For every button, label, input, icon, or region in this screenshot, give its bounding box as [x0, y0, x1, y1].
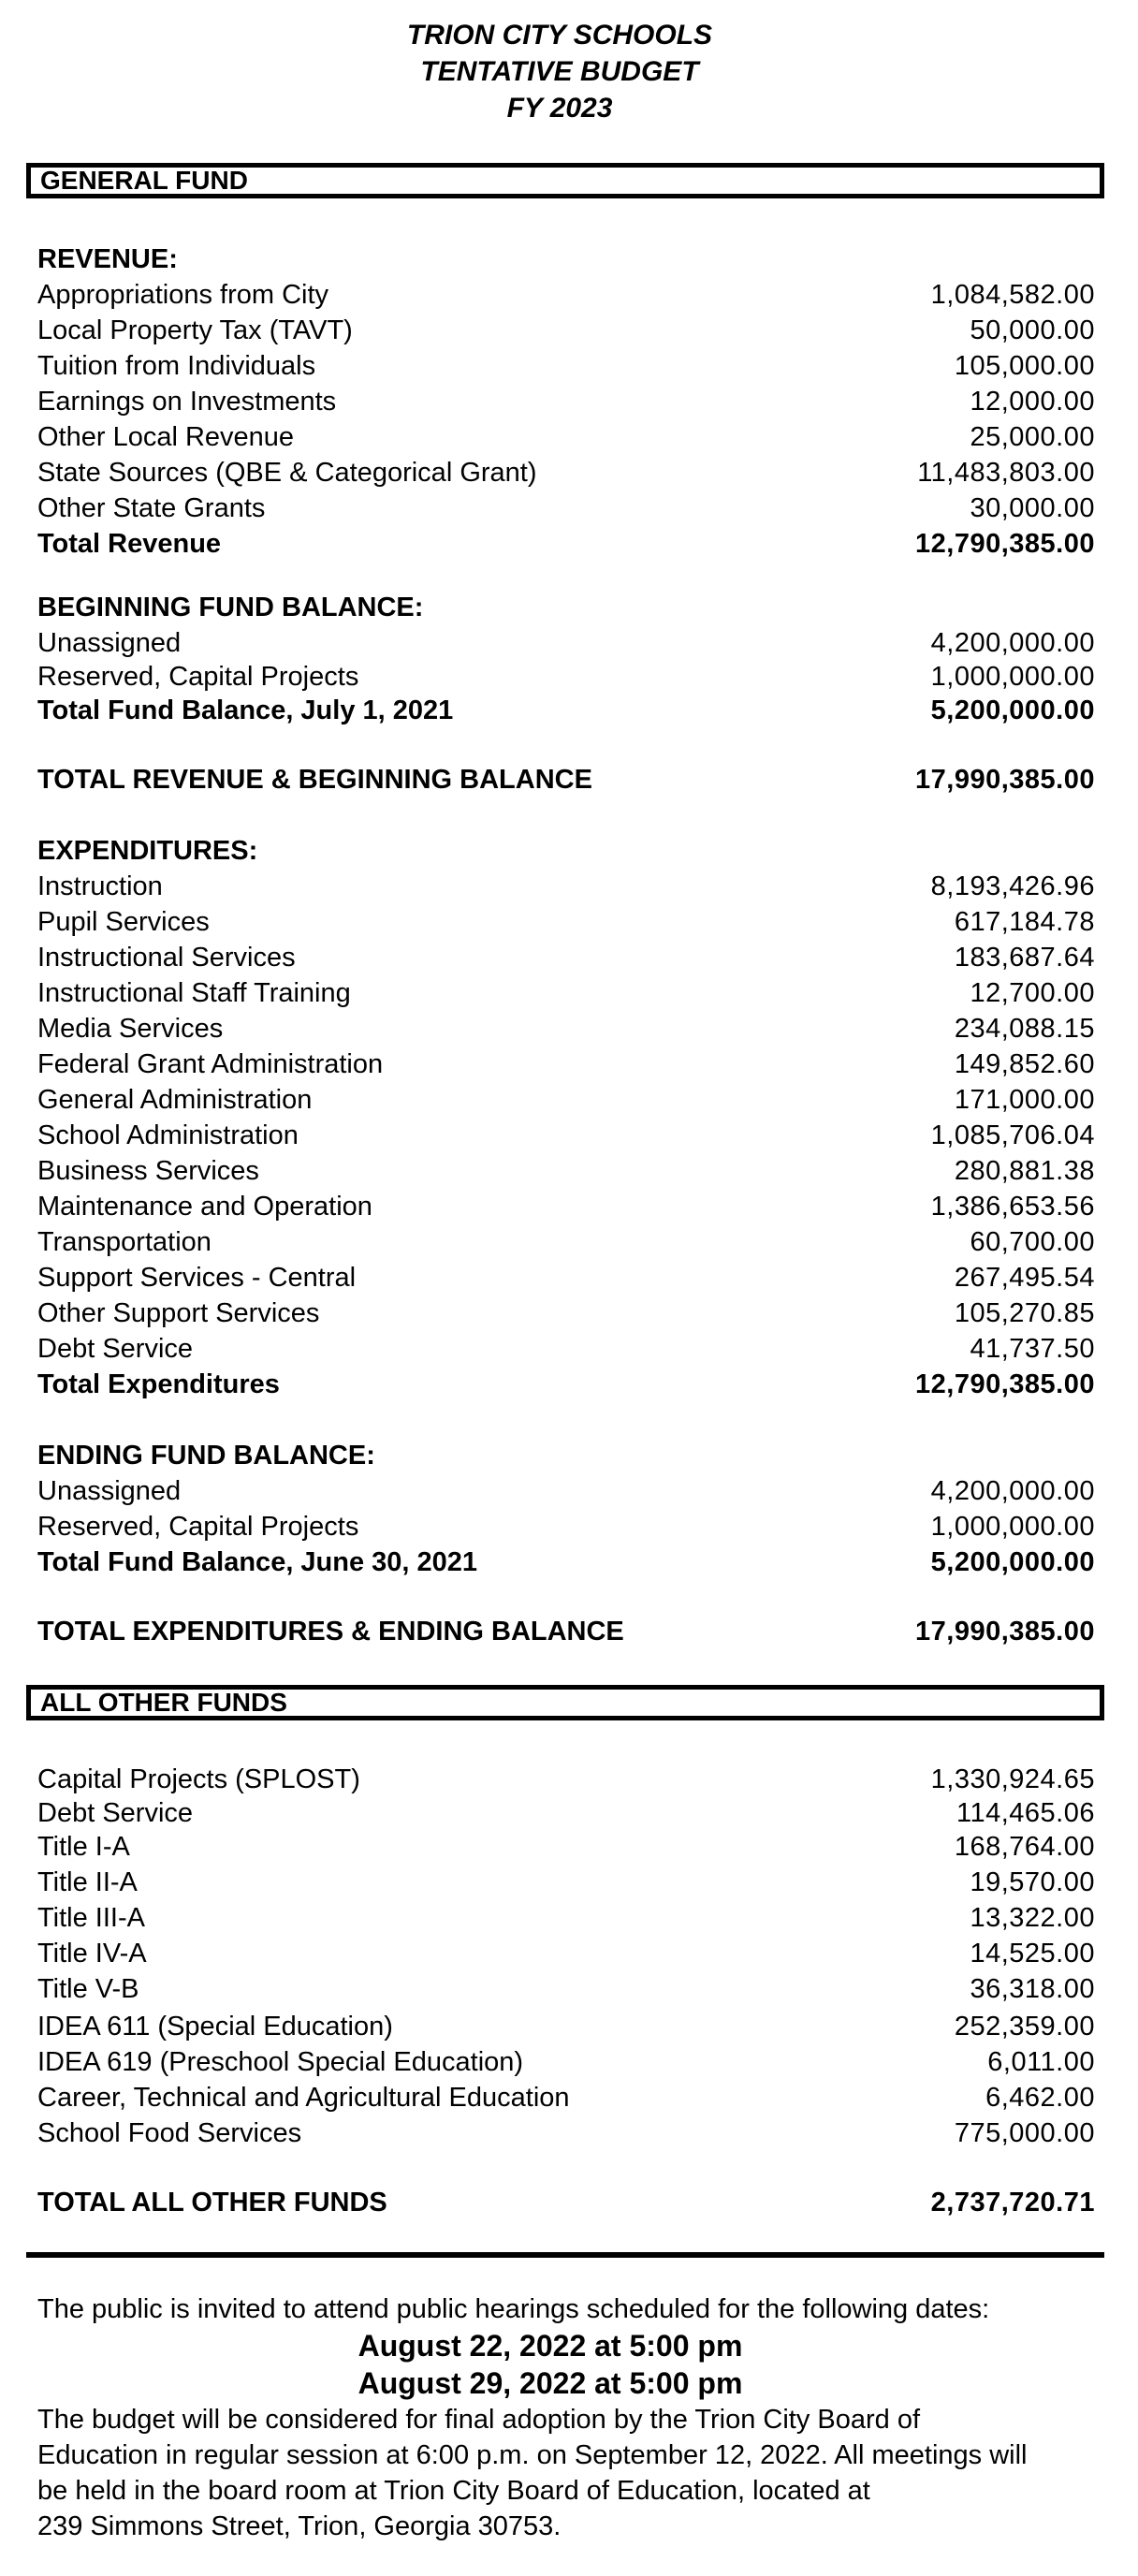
beginning-balance-row [37, 625, 1095, 661]
row-label: School Administration [37, 1120, 299, 1150]
other-fund-row [37, 2115, 1095, 2151]
row-label: Federal Grant Administration [37, 1049, 384, 1079]
row-value: 1,330,924.65 [930, 1764, 1095, 1794]
other-fund-row [37, 1900, 1095, 1936]
document-title [0, 17, 1138, 126]
row-label: Total Fund Balance, July 1, 2021 [37, 695, 454, 725]
row-label: Earnings on Investments [37, 387, 337, 417]
row-label: Instructional Services [37, 943, 296, 973]
row-label: General Administration [37, 1085, 313, 1115]
other-fund-row [37, 2080, 1095, 2115]
row-label: Other Local Revenue [37, 422, 295, 452]
row-value: 1,084,582.00 [930, 280, 1095, 310]
row-label: Tuition from Individuals [37, 351, 316, 381]
row-label: Unassigned [37, 1476, 182, 1506]
total-revenue-beginning-row [37, 762, 1095, 798]
row-label: Reserved, Capital Projects [37, 662, 359, 692]
expenditure-row [37, 1153, 1095, 1189]
notice-line-3: be held in the board room at Trion City Board of Education, located at [37, 2476, 870, 2506]
row-value: 19,570.00 [970, 1867, 1095, 1897]
revenue-heading: REVENUE: [37, 244, 178, 274]
expenditure-row [37, 940, 1095, 975]
row-value: 1,085,706.04 [930, 1120, 1095, 1150]
other-fund-row [37, 2009, 1095, 2044]
other-fund-row [37, 1829, 1095, 1865]
row-value: 617,184.78 [954, 907, 1095, 937]
other-fund-row [37, 2044, 1095, 2080]
total-other-funds-row [37, 2185, 1095, 2220]
row-value: 12,790,385.00 [915, 1369, 1095, 1399]
row-value: 12,790,385.00 [915, 529, 1095, 559]
row-label: Reserved, Capital Projects [37, 1512, 359, 1542]
row-label: Capital Projects (SPLOST) [37, 1764, 360, 1794]
row-label: State Sources (QBE & Categorical Grant) [37, 458, 537, 488]
expenditure-row [37, 1331, 1095, 1367]
expenditure-row [37, 1082, 1095, 1118]
row-label: Title IV-A [37, 1939, 147, 1969]
row-label: Other Support Services [37, 1298, 320, 1328]
row-value: 13,322.00 [970, 1903, 1095, 1933]
row-value: 17,990,385.00 [915, 765, 1095, 795]
row-label: School Food Services [37, 2118, 302, 2148]
general-fund-header: GENERAL FUND [26, 163, 1104, 198]
row-value: 50,000.00 [970, 315, 1095, 345]
row-value: 149,852.60 [954, 1049, 1095, 1079]
total-expenditures-row [37, 1367, 1095, 1402]
total-expenditures-ending-row [37, 1614, 1095, 1649]
row-value: 6,462.00 [985, 2083, 1095, 2113]
notice-line-1: The budget will be considered for final adoption by the Trion City Board of [37, 2405, 921, 2435]
other-funds-header: ALL OTHER FUNDS [26, 1685, 1104, 1720]
expenditure-row [37, 1224, 1095, 1260]
other-fund-row [37, 1865, 1095, 1900]
row-value: 4,200,000.00 [930, 1476, 1095, 1506]
ending-balance-row [37, 1509, 1095, 1544]
ending-balance-row [37, 1473, 1095, 1509]
revenue-row [37, 490, 1095, 526]
ending-balance-heading: ENDING FUND BALANCE: [37, 1441, 375, 1471]
row-label: Business Services [37, 1156, 259, 1186]
row-value: 2,737,720.71 [930, 2188, 1095, 2217]
other-fund-row [37, 1795, 1095, 1831]
row-value: 775,000.00 [954, 2118, 1095, 2148]
row-value: 11,483,803.00 [917, 458, 1095, 488]
row-label: Total Expenditures [37, 1369, 280, 1399]
revenue-row [37, 348, 1095, 384]
row-label: Total Revenue [37, 529, 222, 559]
total-ending-balance-row [37, 1544, 1095, 1580]
revenue-row [37, 455, 1095, 490]
row-label: Total Fund Balance, June 30, 2021 [37, 1547, 478, 1577]
title-line-3: FY 2023 [506, 93, 613, 124]
notice-line-4: 239 Simmons Street, Trion, Georgia 30753. [37, 2511, 562, 2541]
row-label: TOTAL ALL OTHER FUNDS [37, 2188, 387, 2217]
row-label: TOTAL EXPENDITURES & ENDING BALANCE [37, 1617, 624, 1647]
row-value: 171,000.00 [954, 1085, 1095, 1115]
row-label: Instruction [37, 871, 163, 901]
row-label: Unassigned [37, 628, 182, 658]
notice-intro: The public is invited to attend public hearings scheduled for the following dates: [37, 2294, 990, 2324]
row-label: Title V-B [37, 1974, 139, 2004]
row-value: 5,200,000.00 [930, 1547, 1095, 1577]
expenditure-row [37, 869, 1095, 904]
row-value: 6,011.00 [987, 2047, 1095, 2077]
row-value: 280,881.38 [954, 1156, 1095, 1186]
row-label: Appropriations from City [37, 280, 329, 310]
revenue-row [37, 419, 1095, 455]
row-label: Title III-A [37, 1903, 145, 1933]
row-label: Media Services [37, 1014, 224, 1044]
revenue-row [37, 277, 1095, 313]
row-label: Debt Service [37, 1334, 194, 1364]
title-line-2: TENTATIVE BUDGET [420, 56, 699, 87]
row-value: 12,700.00 [970, 978, 1095, 1008]
row-label: Transportation [37, 1227, 212, 1257]
row-value: 4,200,000.00 [930, 628, 1095, 658]
row-value: 14,525.00 [970, 1939, 1095, 1969]
row-value: 183,687.64 [954, 943, 1095, 973]
row-label: Career, Technical and Agricultural Education [37, 2083, 570, 2113]
row-label: Instructional Staff Training [37, 978, 351, 1008]
row-value: 1,386,653.56 [930, 1192, 1095, 1222]
row-label: Title I-A [37, 1832, 130, 1862]
row-value: 5,200,000.00 [930, 695, 1095, 725]
beginning-balance-row [37, 659, 1095, 695]
row-value: 234,088.15 [954, 1014, 1095, 1044]
row-value: 105,000.00 [954, 351, 1095, 381]
total-revenue-row [37, 526, 1095, 562]
other-fund-row [37, 1762, 1095, 1797]
expenditure-row [37, 1011, 1095, 1046]
expenditure-row [37, 1046, 1095, 1082]
row-value: 105,270.85 [954, 1298, 1095, 1328]
other-fund-row [37, 1936, 1095, 1971]
revenue-row [37, 384, 1095, 419]
row-label: Other State Grants [37, 493, 266, 523]
expenditure-row [37, 975, 1095, 1011]
row-label: IDEA 611 (Special Education) [37, 2012, 393, 2042]
row-value: 12,000.00 [970, 387, 1095, 417]
row-label: TOTAL REVENUE & BEGINNING BALANCE [37, 765, 592, 795]
row-value: 8,193,426.96 [930, 871, 1095, 901]
hearing-date-2: August 29, 2022 at 5:00 pm [357, 2366, 743, 2400]
hearing-date-1: August 22, 2022 at 5:00 pm [357, 2329, 743, 2363]
row-value: 17,990,385.00 [915, 1617, 1095, 1647]
expenditure-row [37, 1295, 1095, 1331]
row-value: 41,737.50 [970, 1334, 1095, 1364]
other-fund-row [37, 1971, 1095, 2007]
row-value: 25,000.00 [970, 422, 1095, 452]
row-label: Title II-A [37, 1867, 138, 1897]
row-value: 30,000.00 [970, 493, 1095, 523]
row-value: 36,318.00 [970, 1974, 1095, 2004]
section-divider [26, 2252, 1104, 2258]
row-label: Pupil Services [37, 907, 210, 937]
row-value: 1,000,000.00 [930, 1512, 1095, 1542]
notice-line-2: Education in regular session at 6:00 p.m. on September 12, 2022. All meetings will [37, 2440, 1028, 2470]
row-label: IDEA 619 (Preschool Special Education) [37, 2047, 524, 2077]
row-value: 168,764.00 [954, 1832, 1095, 1862]
revenue-row [37, 313, 1095, 348]
expenditure-row [37, 1189, 1095, 1224]
row-label: Local Property Tax (TAVT) [37, 315, 353, 345]
expenditure-row [37, 904, 1095, 940]
title-line-1: TRION CITY SCHOOLS [406, 20, 713, 51]
row-label: Maintenance and Operation [37, 1192, 372, 1222]
row-value: 60,700.00 [970, 1227, 1095, 1257]
row-label: Debt Service [37, 1798, 194, 1828]
expenditure-row [37, 1118, 1095, 1153]
total-beginning-balance-row [37, 693, 1095, 728]
expenditure-row [37, 1260, 1095, 1295]
row-value: 252,359.00 [954, 2012, 1095, 2042]
row-label: Support Services - Central [37, 1263, 357, 1293]
expenditures-heading: EXPENDITURES: [37, 836, 258, 866]
row-value: 114,465.06 [956, 1798, 1095, 1828]
row-value: 1,000,000.00 [930, 662, 1095, 692]
beginning-balance-heading: BEGINNING FUND BALANCE: [37, 593, 424, 622]
row-value: 267,495.54 [954, 1263, 1095, 1293]
